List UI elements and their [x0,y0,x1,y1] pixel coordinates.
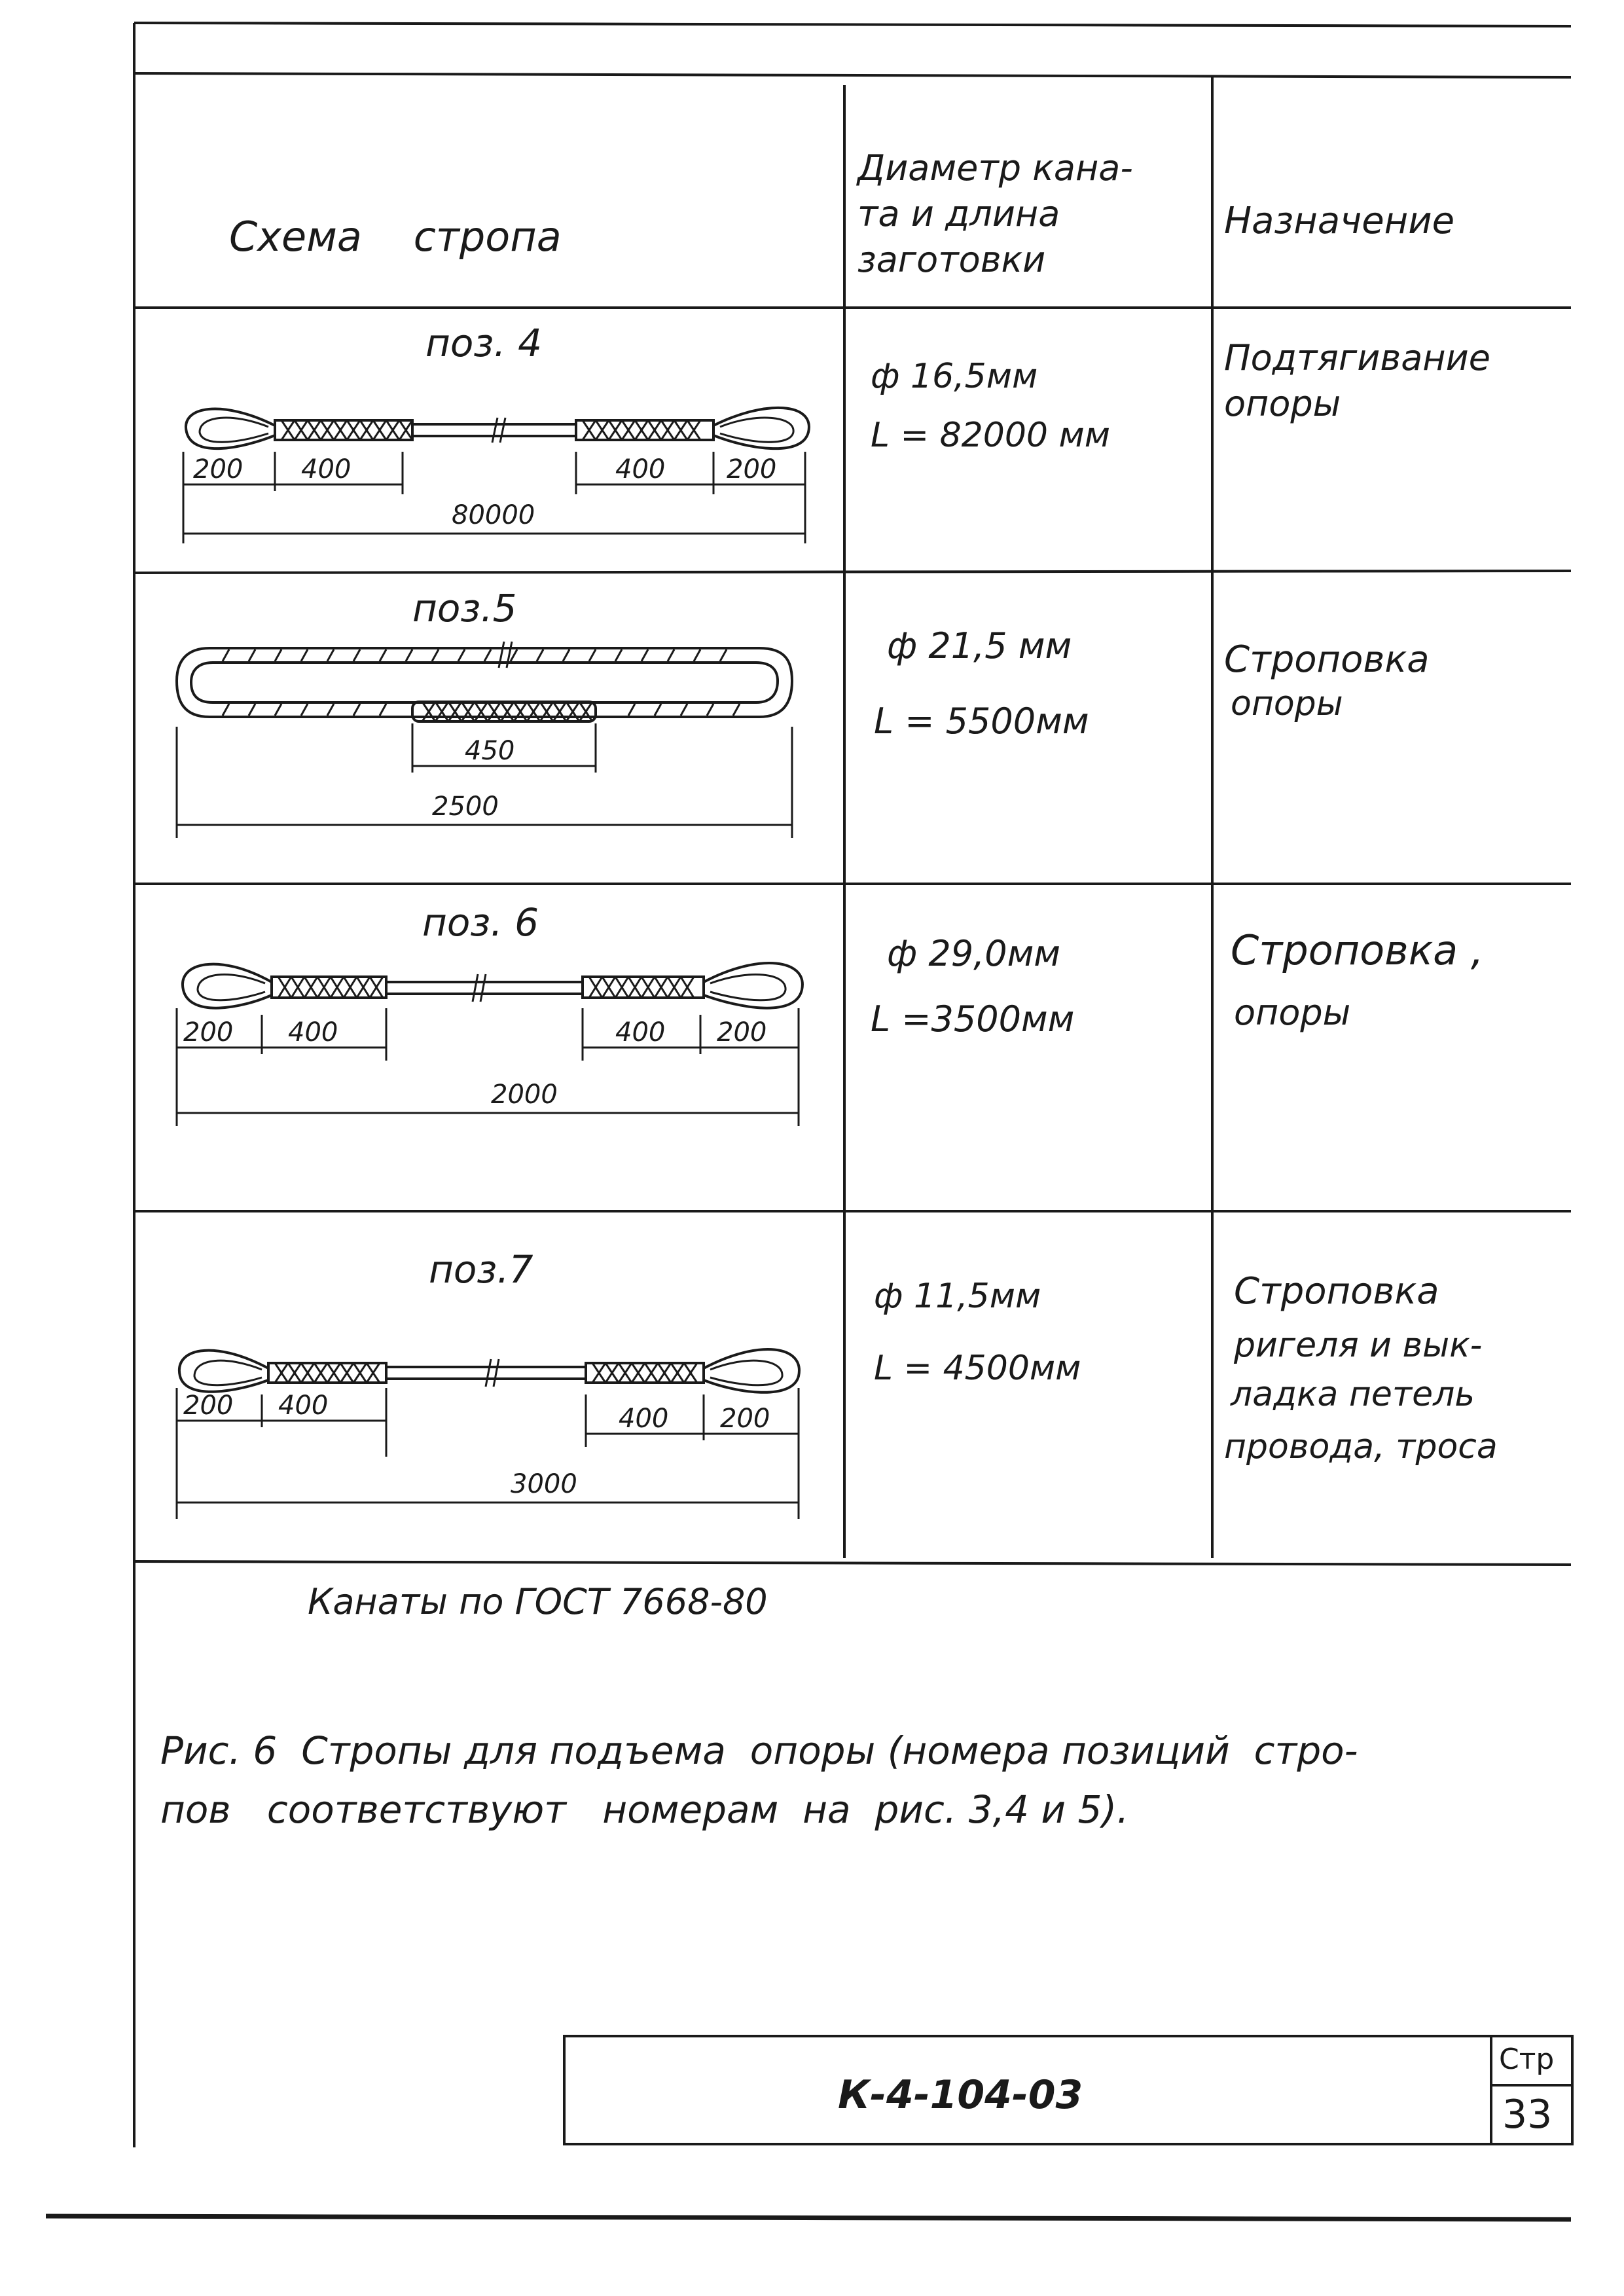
row4-dim-400-left: 400 [278,1391,329,1421]
row2-purpose-line2: опоры [1231,684,1343,723]
figure-caption-line1: Рис. 6 Стропы для подъема опоры (номера позиций стро- [160,1728,1358,1773]
sheet-label: Стр [1499,2043,1555,2076]
row1-dim-200-right: 200 [727,454,777,484]
row4-length: L = 4500мм [874,1349,1081,1388]
row3-sling-scheme [170,943,838,1139]
row4-dim-200-left: 200 [183,1391,234,1421]
row4-pos-label: поз.7 [429,1247,533,1292]
row1-length: L = 82000 мм [871,416,1111,455]
sheet-number: 33 [1502,2092,1553,2138]
row4-sling-scheme [167,1309,835,1532]
row3-purpose-line2: опоры [1234,992,1351,1033]
row1-dim-200-left: 200 [193,454,244,484]
row4-purpose-line3: ладка петель [1231,1375,1475,1414]
row1-dim-400-left: 400 [301,454,352,484]
row4-purpose-line4: провода, троса [1224,1427,1498,1467]
row3-dim-400-right: 400 [615,1017,666,1048]
header-purpose: Назначение [1224,200,1455,242]
row3-dim-total: 2000 [491,1080,558,1110]
header-scheme: Схема стропа [229,213,562,261]
row4-diameter: ф 11,5мм [874,1277,1041,1316]
row1-diameter: ф 16,5мм [871,357,1038,396]
row4-purpose-line1: Строповка [1234,1270,1439,1313]
header-diameter-line2: та и длина [857,193,1060,234]
row3-diameter: ф 29,0мм [887,933,1061,974]
row2-pos-label: поз.5 [412,586,517,630]
row1-dim-total: 80000 [452,500,535,530]
row2-dim-2500: 2500 [432,792,499,822]
row2-diameter: ф 21,5 мм [887,625,1072,666]
row3-purpose-line1: Строповка , [1231,926,1484,974]
row1-purpose-line1: Подтягивание [1224,337,1490,378]
figure-caption-line2: пов соответствуют номерам на рис. 3,4 и 5). [160,1787,1129,1832]
row2-dim-450: 450 [465,736,515,766]
header-diameter-line1: Диаметр кана- [857,147,1133,189]
gost-note: Канаты по ГОСТ 7668-80 [308,1581,768,1622]
row3-dim-200-right: 200 [717,1017,767,1048]
row3-dim-400-left: 400 [288,1017,338,1048]
row4-purpose-line2: ригеля и вык- [1234,1326,1483,1365]
document-code: К-4-104-03 [838,2072,1083,2118]
row4-dim-400-right: 400 [619,1404,669,1434]
row3-pos-label: поз. 6 [422,900,539,945]
row3-dim-200-left: 200 [183,1017,234,1048]
row1-purpose-line2: опоры [1224,383,1341,424]
row1-sling-scheme [170,386,838,563]
header-diameter-line3: заготовки [857,239,1046,280]
row4-dim-200-right: 200 [720,1404,770,1434]
row2-sling-scheme [170,642,838,851]
row2-purpose-line1: Строповка [1224,638,1430,681]
row1-pos-label: поз. 4 [425,321,543,365]
row2-length: L = 5500мм [874,701,1089,742]
row1-dim-400-right: 400 [615,454,666,484]
row3-length: L =3500мм [871,998,1075,1040]
row4-dim-total: 3000 [511,1469,577,1499]
